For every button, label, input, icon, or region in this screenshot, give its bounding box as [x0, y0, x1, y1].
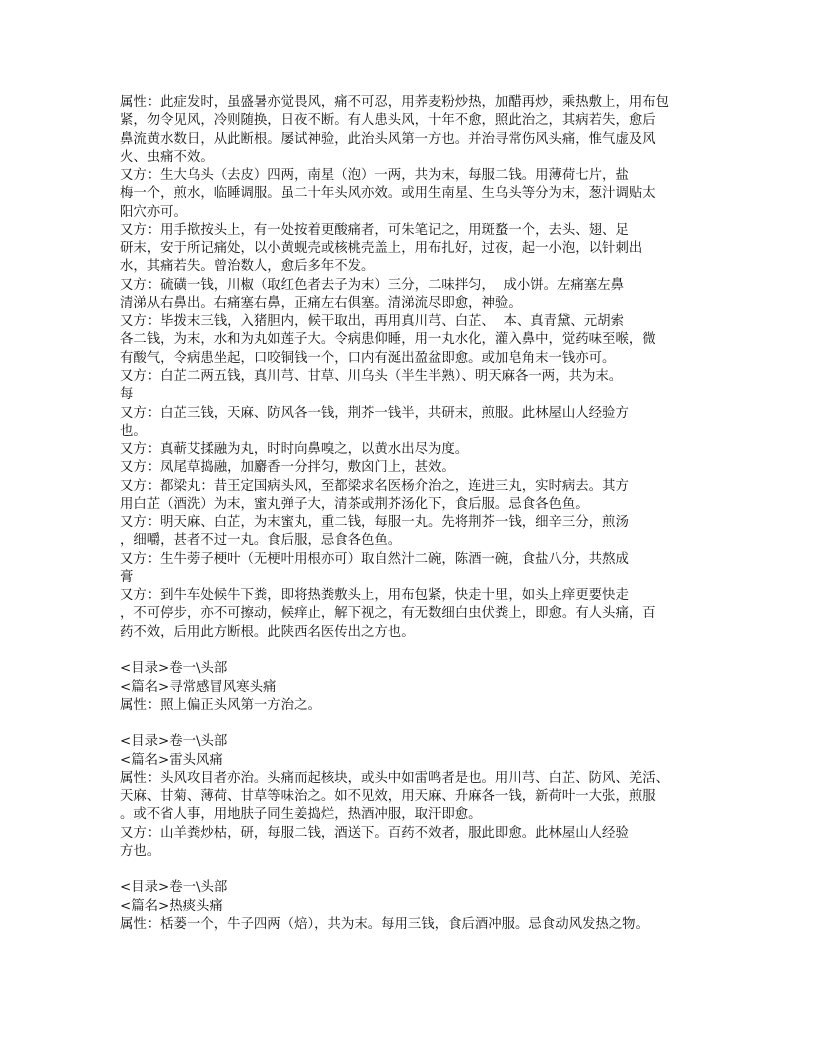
- section-title: <篇名>寻常感冒风寒头痛: [120, 679, 277, 695]
- text-line: 有酸气，令病患坐起，口咬铜钱一个，口内有涎出盈盆即愈。或加皂角末一钱亦可。: [120, 350, 616, 366]
- text-line: 药不效，后用此方断根。此陕西名医传出之方也。: [120, 624, 415, 640]
- text-line: 用白芷（酒洗）为末，蜜丸弹子大，清茶或荆芥汤化下，食后服。忌食各色鱼。: [120, 496, 589, 512]
- text-line: 又方：生牛蒡子梗叶（无梗叶用根亦可）取自然汁二碗，陈酒一碗，食盐八分，共熬成: [120, 551, 629, 567]
- text-line: 又方：到牛车处候牛下粪，即将热粪敷头上，用布包紧，快走十里，如头上痒更要快走: [120, 588, 629, 604]
- catalog-label: <目录>卷一\头部: [120, 734, 228, 750]
- text-line: 膏: [120, 569, 134, 585]
- text-line: 火、虫痛不效。: [120, 149, 214, 165]
- text-line: 又方：真蕲艾揉融为丸，时时向鼻嗅之，以黄水出尽为度。: [120, 442, 469, 458]
- text-line: 又方：山羊粪炒枯，研，每服二钱，酒送下。百药不效者，服此即愈。此林屋山人经验: [120, 825, 629, 841]
- text-line: 又方：都梁丸：昔王定国病头风，至都梁求名医杨介治之，连进三丸，实时病去。其方: [120, 478, 629, 494]
- text-line: 梅一个，煎水，临睡调服。虽二十年头风亦效。或用生南星、生乌头等分为末，葱汁调贴太: [120, 186, 656, 202]
- section-title: <篇名>热痰头痛: [120, 898, 223, 914]
- paragraph-gap: [120, 861, 700, 879]
- text-line: ，细嚼，甚者不过一丸。食后服，忌食各色鱼。: [120, 533, 402, 549]
- text-line: 属性：栝蒌一个，牛子四两（焙），共为末。每用三钱，食后酒冲服。忌食动风发热之物。: [120, 916, 649, 932]
- text-line: 水，其痛若失。曾治数人，愈后多年不发。: [120, 259, 375, 275]
- text-line: ，不可停步，亦不可擦动，候痒止，解下视之，有无数细白虫伏粪上，即愈。有人头痛，百: [120, 606, 656, 622]
- text-line: 天麻、甘菊、薄荷、甘草等味治之。如不见效，用天麻、升麻各一钱，新荷叶一大张，煎服: [120, 789, 656, 805]
- section-thunder-head-wind: [120, 733, 700, 861]
- text-line: 属性：此症发时，虽盛暑亦觉畏风，痛不可忍，用荞麦粉炒热，加醋再炒，乘热敷上，用布包: [120, 95, 670, 110]
- text-line: 方也。: [120, 843, 161, 859]
- text-line: 又方：用手揿按头上，有一处按着更酸痛者，可朱笔记之，用斑蝥一个，去头、翅、足: [120, 222, 629, 238]
- text-line: 又方：硫磺一钱，川椒（取红色者去子为末）三分，二味拌匀， 成小饼。左痛塞左鼻: [120, 277, 624, 293]
- catalog-label: <目录>卷一\头部: [120, 661, 228, 677]
- text-line: 研末，安于所记痛处，以小黄蚬壳或核桃壳盖上，用布扎好，过夜，起一小泡，以针刺出: [120, 241, 643, 257]
- section-hot-phlegm-headache: [120, 879, 700, 934]
- text-line: 又方：生大乌头（去皮）四两，南星（泡）一两，共为末，每服二钱。用薄荷七片，盐: [120, 168, 629, 184]
- section-common-cold-headache: [120, 660, 700, 715]
- text-line: 又方：凤尾草捣融，加麝香一分拌匀，敷囟门上，甚效。: [120, 460, 455, 476]
- text-line: 也。: [120, 423, 147, 439]
- text-line: 阳穴亦可。: [120, 204, 187, 220]
- text-line: 又方：明天麻、白芷，为末蜜丸，重二钱，每服一丸。先将荆芥一钱，细辛三分，煎汤: [120, 515, 629, 531]
- document-page: [120, 94, 700, 934]
- text-line: 紧，勿令见风，冷则随换，日夜不断。有人患头风，十年不愈，照此治之，其病若失，愈后: [120, 113, 656, 129]
- text-line: 又方：白芷二两五钱，真川芎、甘草、川乌头（半生半熟）、明天麻各一两，共为末。: [120, 368, 623, 384]
- section-head-wind-continued: [120, 94, 700, 642]
- text-line: 又方：白芷三钱，天麻、防风各一钱，荆芥一钱半，共研末，煎服。此林屋山人经验方: [120, 405, 629, 421]
- text-line: 鼻流黄水数日，从此断根。屡试神验，此治头风第一方也。并治寻常伤风头痛，惟气虚及风: [120, 131, 656, 147]
- text-line: 属性：头风攻目者亦治。头痛而起核块，或头中如雷鸣者是也。用川芎、白芷、防风、羌活、: [120, 770, 670, 786]
- text-line: 又方：毕拨末三钱，入猪胆内，候干取出，再用真川芎、白芷、 本、真青黛、元胡索: [120, 314, 624, 330]
- text-line: 各二钱，为末，水和为丸如莲子大。令病患仰睡，用一丸水化，灌入鼻中，觉药味至喉，微: [120, 332, 656, 348]
- catalog-label: <目录>卷一\头部: [120, 880, 228, 896]
- section-title: <篇名>雷头风痛: [120, 752, 223, 768]
- paragraph-gap: [120, 642, 700, 660]
- text-line: 属性：照上偏正头风第一方治之。: [120, 697, 321, 713]
- paragraph-gap: [120, 715, 700, 733]
- text-line: 每: [120, 387, 134, 403]
- text-line: 。或不省人事，用地肤子同生姜捣烂，热酒冲服，取汗即愈。: [120, 807, 482, 823]
- text-line: 清涕从右鼻出。右痛塞右鼻，正痛左右俱塞。清涕流尽即愈，神验。: [120, 295, 522, 311]
